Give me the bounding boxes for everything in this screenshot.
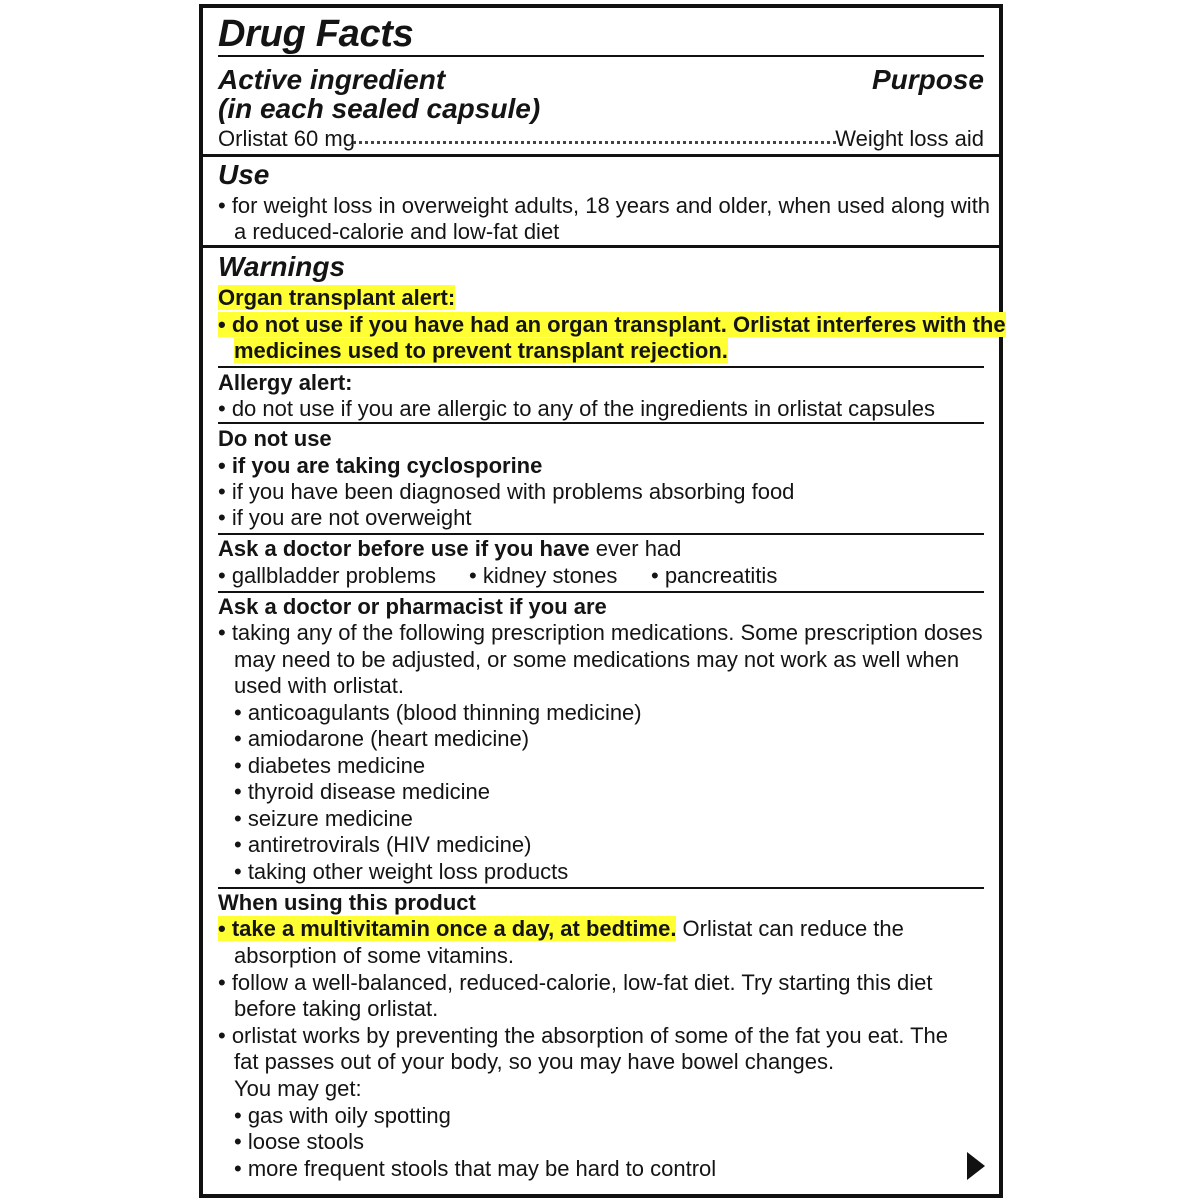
purpose-heading: Purpose (871, 64, 984, 95)
active-ingredient-subheading: (in each sealed capsule) (218, 93, 541, 124)
ask-doctor-item: • gallbladder problems (218, 563, 437, 588)
divider (218, 55, 984, 57)
organ-transplant-text: medicines used to prevent transplant rejection. (234, 338, 728, 363)
divider (218, 533, 984, 535)
ask-doctor-heading-bold: Ask a doctor before use if you have (218, 536, 590, 561)
when-using-line: before taking orlistat. (234, 996, 439, 1021)
organ-transplant-text: • do not use if you have had an organ transplant. Orlistat interferes with the (218, 312, 1006, 337)
organ-transplant-line (218, 312, 1006, 338)
ask-pharmacist-line: may need to be adjusted, or some medications may not work as well when (234, 647, 960, 672)
organ-transplant-heading (218, 285, 984, 311)
when-using-line: • follow a well-balanced, reduced-calorie, low-fat diet. Try starting this diet (218, 970, 933, 995)
use-heading: Use (218, 159, 270, 190)
ask-doctor-item: • kidney stones (469, 563, 618, 588)
side-effect-item: • more frequent stools that may be hard to control (234, 1156, 717, 1181)
medication-list-item: • seizure medicine (234, 806, 413, 831)
do-not-use-heading: Do not use (218, 426, 332, 451)
organ-transplant-line (218, 338, 984, 364)
ask-pharmacist-line: used with orlistat. (234, 673, 404, 698)
multivitamin-highlight: • take a multivitamin once a day, at bedtime. (218, 916, 677, 941)
divider (218, 887, 984, 889)
do-not-use-item: • if you are not overweight (218, 505, 472, 530)
medication-list-item: • taking other weight loss products (234, 859, 569, 884)
ask-doctor-items (218, 563, 984, 589)
medication-list-item: • amiodarone (heart medicine) (234, 726, 530, 751)
continue-arrow-icon (967, 1152, 985, 1180)
medication-list-item: • antiretrovirals (HIV medicine) (234, 832, 532, 857)
warnings-heading: Warnings (218, 251, 346, 282)
when-using-line: absorption of some vitamins. (234, 943, 515, 968)
allergy-heading: Allergy alert: (218, 370, 353, 395)
side-effect-item: • loose stools (234, 1129, 364, 1154)
ingredient-row (218, 126, 984, 152)
do-not-use-item: • if you are taking cyclosporine (218, 453, 543, 478)
drug-facts-panel (199, 4, 1006, 1198)
divider (218, 591, 984, 593)
ask-pharmacist-line: • taking any of the following prescription medications. Some prescription doses (218, 620, 983, 645)
side-effect-item: • gas with oily spotting (234, 1103, 451, 1128)
when-using-text: Orlistat can reduce the (676, 916, 904, 941)
leader-dots (353, 141, 836, 144)
when-using-line (218, 916, 984, 942)
drug-facts-title: Drug Facts (218, 13, 414, 55)
ask-doctor-heading (218, 536, 984, 562)
when-using-line: • orlistat works by preventing the absorption of some of the fat you eat. The (218, 1023, 949, 1048)
divider (218, 422, 984, 424)
allergy-line: • do not use if you are allergic to any of the ingredients in orlistat capsules (218, 396, 935, 421)
organ-transplant-heading-text: Organ transplant alert: (218, 285, 456, 310)
use-line: a reduced-calorie and low-fat diet (234, 219, 560, 244)
medication-list-item: • diabetes medicine (234, 753, 426, 778)
divider (218, 366, 984, 368)
when-using-heading: When using this product (218, 890, 476, 915)
ingredient-name: Orlistat 60 mg (218, 126, 355, 151)
section-divider (203, 154, 999, 157)
ask-doctor-item: • pancreatitis (651, 563, 778, 588)
when-using-line: fat passes out of your body, so you may have bowel changes. (234, 1049, 835, 1074)
medication-list-item: • thyroid disease medicine (234, 779, 490, 804)
section-divider (203, 245, 999, 248)
ask-doctor-heading-rest: ever had (589, 536, 682, 561)
ask-pharmacist-heading: Ask a doctor or pharmacist if you are (218, 594, 607, 619)
drug-facts-content (218, 8, 1006, 1194)
active-ingredient-heading: Active ingredient (218, 64, 446, 95)
when-using-line: You may get: (234, 1076, 362, 1101)
do-not-use-item: • if you have been diagnosed with problems absorbing food (218, 479, 795, 504)
ingredient-purpose: Weight loss aid (835, 126, 984, 151)
use-line: • for weight loss in overweight adults, 18 years and older, when used along with (218, 193, 991, 218)
medication-list-item: • anticoagulants (blood thinning medicine) (234, 700, 642, 725)
